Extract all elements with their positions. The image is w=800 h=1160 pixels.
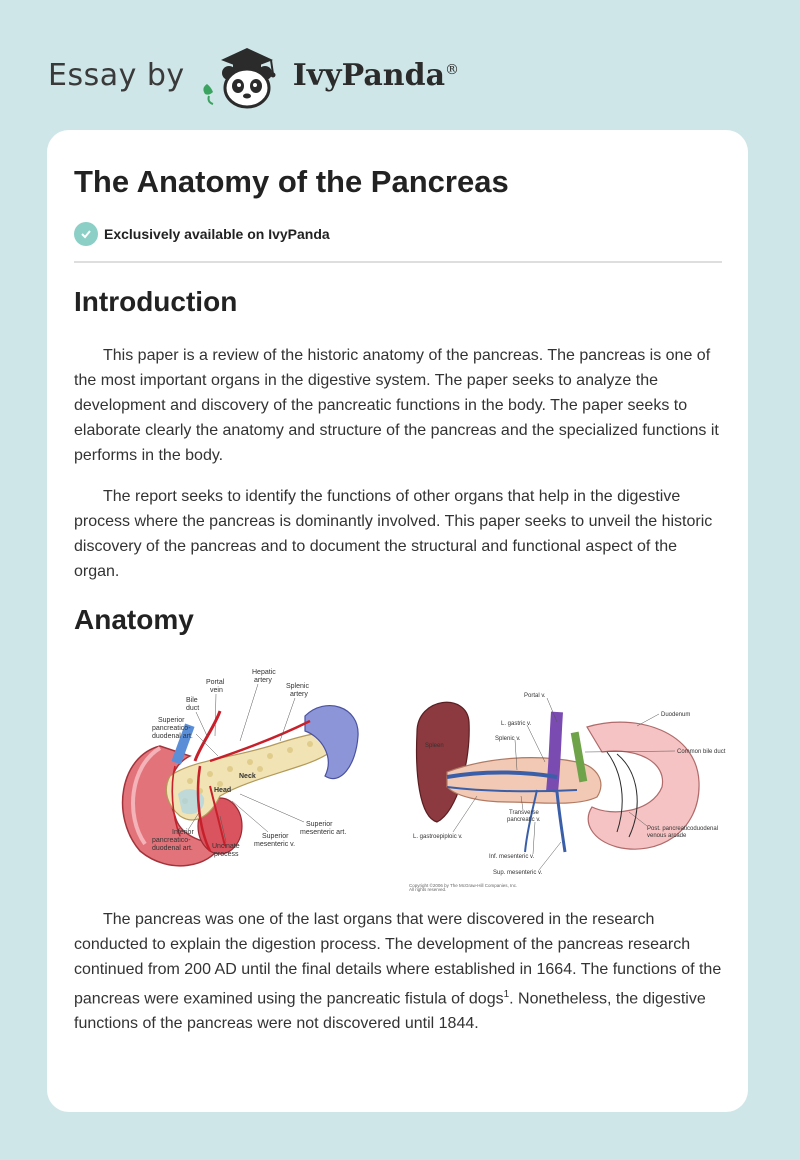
label-hepatic-artery-2: artery xyxy=(254,677,272,684)
label-uncinate-1: Uncinate xyxy=(212,843,240,850)
footnote-marker[interactable]: 1 xyxy=(503,989,510,1000)
brand-header xyxy=(48,40,459,110)
brand-name[interactable]: IvyPanda® xyxy=(292,57,460,93)
registered-mark: ® xyxy=(445,61,460,78)
label-head: Head xyxy=(214,787,232,794)
exclusive-badge xyxy=(74,222,330,246)
brand-prefix: Essay by xyxy=(48,57,185,93)
label-splenic-artery-2: artery xyxy=(290,691,308,698)
label-post-pd-2: venous arcade xyxy=(647,833,687,839)
label-inf-pd-2: pancreatico- xyxy=(152,837,191,844)
label-bile-duct-2: duct xyxy=(186,705,200,712)
label-sup-mesenteric-v: Sup. mesenteric v. xyxy=(493,870,543,876)
label-neck: Neck xyxy=(239,773,256,780)
pancreas-arterial-diagram xyxy=(100,666,362,882)
pancreas-venous-diagram xyxy=(407,692,727,888)
label-inf-pd-1: Inferior xyxy=(172,829,194,836)
label-portal-vein-2: vein xyxy=(210,687,223,694)
label-common-bile-duct: Common bile duct xyxy=(677,749,726,755)
panda-logo-icon[interactable] xyxy=(199,40,289,110)
label-splenic-artery-1: Splenic xyxy=(286,683,309,690)
label-inf-mesenteric-v: Inf. mesenteric v. xyxy=(489,854,535,860)
label-transverse-pancreatic-2: pancreatic v. xyxy=(507,817,541,823)
section-heading-anatomy: Anatomy xyxy=(74,604,194,635)
label-smv-1: Superior xyxy=(262,833,289,840)
paragraph: The pancreas was one of the last organs that were discovered in the research conducted to explain the digestion process. The development of the pancreas research continued from 200 AD until the final details where established in 1664. The functions of the pancreas were examined using the pancreatic fistula of dogs$^1$. Nonetheless, the digestive functions of the pancreas were not discovered until 1844. xyxy=(74,911,722,1033)
label-uncinate-2: process xyxy=(214,851,239,858)
label-sup-pd-1: Superior xyxy=(158,717,185,724)
label-smv-2: mesenteric v. xyxy=(254,841,296,848)
label-duodenum: Duodenum xyxy=(661,712,691,718)
badge-text: Exclusively available on IvyPanda xyxy=(104,226,330,242)
label-gastroepiploic-v: L. gastroepiploic v. xyxy=(413,834,463,840)
label-sma-1: Superior xyxy=(306,821,333,828)
copyright-note xyxy=(407,884,607,894)
section-heading-introduction: Introduction xyxy=(74,286,238,317)
spleen-shape xyxy=(417,702,470,822)
label-splenic-v: Splenic v. xyxy=(495,736,521,742)
label-inf-pd-3: duodenal art. xyxy=(152,845,193,852)
label-sma-2: mesenteric art. xyxy=(300,829,347,836)
label-lgastric-v: L. gastric v. xyxy=(501,721,532,727)
copyright-line-2: All rights reserved. xyxy=(409,887,447,892)
check-icon xyxy=(74,222,98,246)
label-portal-vein-1: Portal xyxy=(206,679,225,686)
paragraph: This paper is a review of the historic anatomy of the pancreas. The pancreas is one of the most important organs in the digestive system. The paper seeks to analyze the development and discovery of the pancreatic functions in the body. The paper seeks to elaborate clearly the anatomy and structure of the pancreas and the specialized functions it performs in the body. xyxy=(74,347,719,464)
label-portal-v: Portal v. xyxy=(524,693,546,699)
article-title: The Anatomy of the Pancreas xyxy=(74,164,509,199)
paragraph: The report seeks to identify the functions of other organs that help in the digestive process where the pancreas is dominantly involved. This paper seeks to unveil the historic discovery of the pancreas and to document the structural and functional aspect of the organ. xyxy=(74,488,713,580)
article-card xyxy=(47,130,748,1112)
label-bile-duct-1: Bile xyxy=(186,697,198,704)
label-transverse-pancreatic-1: Transverse xyxy=(509,810,539,816)
divider xyxy=(74,261,722,263)
label-sup-pd-3: duodenal art. xyxy=(152,733,193,740)
label-post-pd-1: Post. pancreaticoduodenal xyxy=(647,826,719,832)
label-hepatic-artery-1: Hepatic xyxy=(252,669,276,676)
copyright-line-1: Copyright ©2006 by The McGraw-Hill Companies, Inc. xyxy=(409,883,518,888)
label-spleen: Spleen xyxy=(425,743,444,749)
label-sup-pd-2: pancreatico- xyxy=(152,725,191,732)
